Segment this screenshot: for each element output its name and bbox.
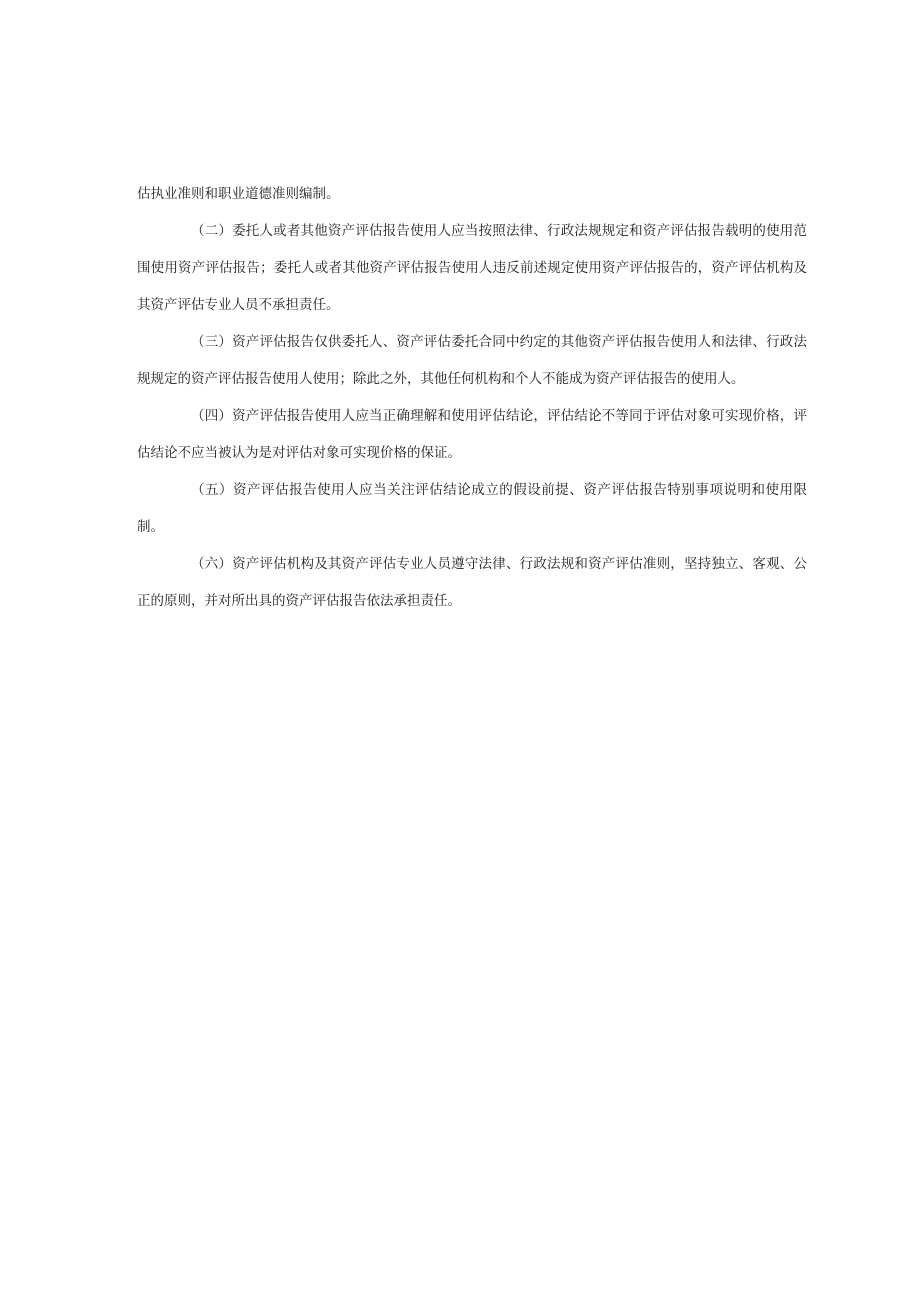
paragraph-item-2: （二）委托人或者其他资产评估报告使用人应当按照法律、行政法规规定和资产评估报告载明的使用范围使用资产评估报告；委托人或者其他资产评估报告使用人违反前述规定使用资产评估报告的，资产评估机构及其资产评估专业人员不承担责任。 bbox=[137, 223, 807, 313]
document-body bbox=[137, 176, 807, 620]
paragraph-item-6: （六）资产评估机构及其资产评估专业人员遵守法律、行政法规和资产评估准则，坚持独立、客观、公正的原则，并对所出具的资产评估报告依法承担责任。 bbox=[137, 556, 807, 609]
paragraph-item-3: （三）资产评估报告仅供委托人、资产评估委托合同中约定的其他资产评估报告使用人和法律、行政法规规定的资产评估报告使用人使用；除此之外，其他任何机构和个人不能成为资产评估报告的使用人。 bbox=[137, 334, 807, 387]
paragraph-continuation: 估执业准则和职业道德准则编制。 bbox=[137, 186, 340, 202]
paragraph-item-4: （四）资产评估报告使用人应当正确理解和使用评估结论，评估结论不等同于评估对象可实现价格，评估结论不应当被认为是对评估对象可实现价格的保证。 bbox=[137, 408, 807, 461]
paragraph-item-5: （五）资产评估报告使用人应当关注评估结论成立的假设前提、资产评估报告特别事项说明和使用限制。 bbox=[137, 482, 807, 535]
